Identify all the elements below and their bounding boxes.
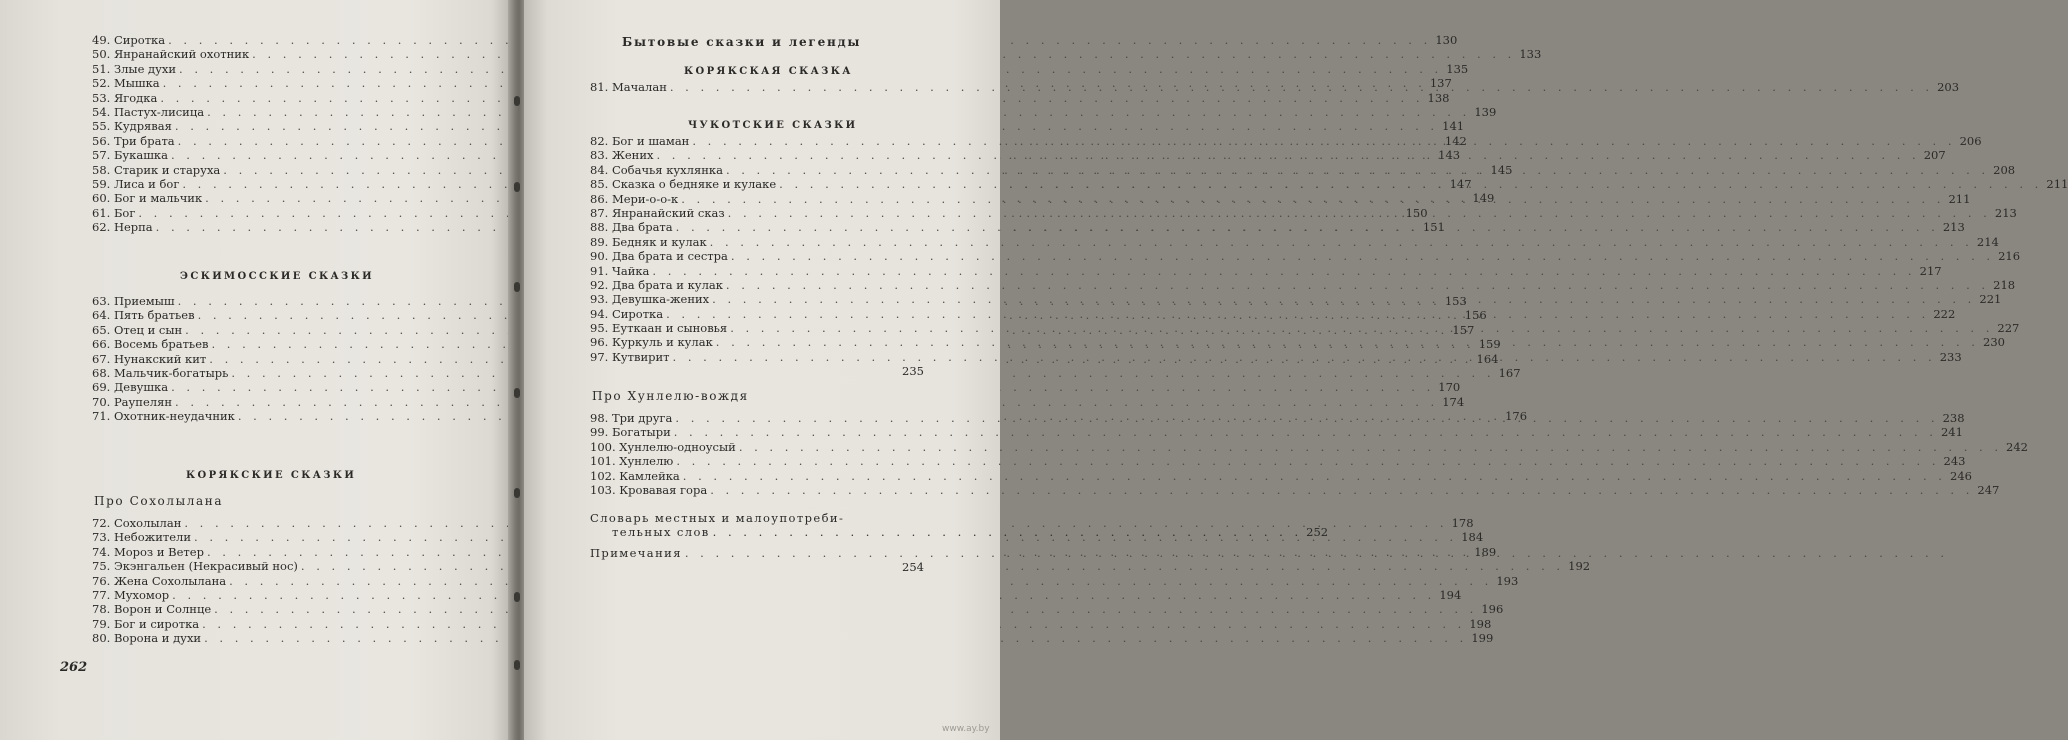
toc-dot-leader [681,192,1944,206]
toc-page-number: 178 [1451,516,1474,530]
toc-page-number: 153 [1444,294,1467,308]
toc-entry-glossary [590,511,1329,540]
toc-dot-leader [716,335,1979,352]
toc-entry [590,263,1942,278]
toc-page-number: 193 [1496,573,1519,588]
toc-entry [92,602,1504,617]
toc-entry-label: 102. Камлейка [590,468,680,483]
toc-entry [590,249,2021,264]
toc-page-number: 167 [1498,365,1521,380]
toc-page-number: 149 [1472,191,1495,206]
toc-page-number: 156 [1464,308,1487,323]
toc-entry-label: 99. Богатыри [590,425,671,440]
toc-entry-label: 88. Два брата [590,220,673,235]
toc-page-number: 135 [1446,61,1469,76]
toc-page-number: 246 [1950,468,1972,483]
toc-dot-leader [726,278,1989,292]
toc-entry-label: 60. Бог и мальчик [92,191,203,206]
toc-page-number: 206 [1959,134,1982,148]
toc-dot-leader [675,411,1938,425]
toc-entry-label: 95. Еуткаан и сыновья [590,321,728,336]
toc-dot-leader: . . . . . . . . . . . . . . . . . . . . . . . . . . . . . . . . . . . . . . . [712,525,1303,540]
toc-entry-label: 65. Отец и сын [92,322,183,337]
toc-entry-label: 92. Два брата и кулак [590,277,723,292]
toc-entry-label: 90. Два брата и сестра [590,249,728,264]
toc-page-number: 170 [1438,380,1461,395]
toc-entry [92,104,1497,119]
toc-entry-label: 94. Сиротка [590,306,664,321]
toc-page-number: 192 [1568,559,1591,574]
toc-entry-label: 58. Старик и старуха [92,162,221,177]
toc-page-number: 222 [1933,306,1956,321]
toc-page-number: 235 [902,364,924,378]
toc-entry [590,234,1999,249]
toc-entry-label: 98. Три друга [590,411,673,425]
toc-page-number: 176 [1505,409,1528,424]
toc-page-number: 196 [1481,602,1504,617]
toc-entry [590,482,2000,497]
toc-page-number: 199 [1471,631,1494,646]
section-heading-eskimo: ЭСКИМОССКИЕ СКАЗКИ [180,271,374,282]
toc-page-number: 207 [1923,148,1946,163]
toc-entry [92,587,1462,602]
toc-dot-leader [739,440,2002,454]
toc-page-number: 203 [1937,80,1960,94]
toc-page-number: 214 [1976,234,1999,249]
toc-dot-leader [728,206,1991,220]
toc-page-number: 133 [1519,47,1542,62]
toc-page-number: 159 [1478,337,1501,352]
toc-entry-label: 100. Хунлелю-одноусый [590,439,736,454]
toc-entry-label: 49. Сиротка [92,33,166,47]
toc-page-number: 233 [1939,349,1962,364]
toc-entry-label: 101. Хунлелю [590,454,674,469]
toc-page-number: 247 [1977,482,2000,497]
toc-entry-label: 68. Мальчик-богатырь [92,365,229,380]
toc-entry-label: 67. Нунакский кит [92,351,207,366]
toc-dot-leader [692,134,1955,148]
toc-entry-label: 76. Жена Сохолылана [92,573,227,588]
toc-dot-leader [657,148,1920,162]
toc-page-number: 213 [1942,220,1965,235]
toc-page-number: 230 [1983,335,2005,350]
toc-page-number: 142 [1444,133,1467,148]
toc-entry-label: 83. Жених [590,148,654,163]
toc-entry-label: 91. Чайка [590,263,650,278]
toc-page-number: 213 [1994,205,2017,220]
toc-entry-label: 81. Мачалан [590,80,667,94]
toc-entry-label: 53. Ягодка [92,90,158,105]
toc-page-number: 242 [2006,439,2028,454]
toc-dot-leader [710,235,1973,249]
toc-page-number: 217 [1919,263,1942,278]
toc-dot-leader [730,321,1993,335]
toc-entry [590,454,1966,469]
toc-entry-label: 56. Три брата [92,133,175,148]
toc-dot-leader [685,546,1948,560]
toc-entry [92,573,1519,588]
toc-page-number: 208 [1993,162,2016,177]
toc-entry-label: 57. Букашка [92,148,168,163]
toc-entry-label: 80. Ворона и духи [92,631,202,646]
toc-entry-label: 87. Янранайский сказ [590,205,725,220]
toc-dot-leader [779,177,2042,191]
toc-page-number: 198 [1469,616,1492,631]
toc-page-number: 137 [1429,76,1452,91]
toc-page-number: 189 [1474,544,1497,559]
toc-entry [92,90,1450,105]
toc-page-number: 184 [1461,530,1484,545]
toc-entry-label: 77. Мухомор [92,587,170,602]
toc-page-number: 241 [1940,425,1963,440]
toc-entry-label: 78. Ворон и Солнце [92,602,212,617]
toc-entry-label: 79. Бог и сиротка [92,616,200,631]
toc-entry-label: 51. Злые духи [92,61,177,76]
toc-page-number: 194 [1439,587,1462,602]
toc-dot-leader [726,163,1989,177]
page-number: 262 [60,660,88,675]
toc-page-number: 252 [1306,525,1329,540]
toc-dot-leader [676,220,1939,234]
toc-entry-label: Словарь местных и малоупотреби- [590,511,845,525]
toc-entry-label: 97. Кутвирит [590,349,670,364]
toc-entry-label: 85. Сказка о бедняке и кулаке [590,177,777,192]
toc-entry-label: 50. Янранайский охотник [92,47,250,62]
toc-entry-label: 82. Бог и шаман [590,134,690,148]
page-title: Бытовые сказки и легенды [622,35,862,49]
toc-entry [590,425,1963,440]
toc-page-number: 139 [1474,104,1497,119]
toc-dot-leader [673,350,1936,364]
toc-page-number: 150 [1405,205,1428,220]
toc-entry-label: Примечания [590,546,682,560]
toc-entry-label: 72. Сохолылан [92,516,182,530]
section-heading-koryak: КОРЯКСКИЕ СКАЗКИ [186,470,357,481]
toc-entry-label: 84. Собачья кухлянка [590,162,723,177]
toc-entry [92,616,1492,631]
toc-entry-label: 69. Девушка [92,380,169,395]
section-heading-chukchi: ЧУКОТСКИЕ СКАЗКИ [688,120,858,131]
toc-entry-label: 63. Приемыш [92,294,175,308]
toc-page-number: 151 [1422,220,1445,235]
toc-entry-label: 96. Куркуль и кулак [590,335,713,350]
toc-entry-label: 75. Экэнгальен (Некрасивый нос) [92,559,298,574]
toc-entry-label: 62. Нерпа [92,220,153,235]
toc-page-number: 143 [1438,148,1461,163]
toc-entry-label: тельных слов [612,525,710,540]
toc-page-number: 157 [1452,322,1475,337]
subsection-heading-soxolylan: Про Сохолылана [94,494,224,508]
toc-dot-leader [674,425,1937,439]
toc-page-number: 221 [1979,292,2002,307]
toc-entry-label: 59. Лиса и бог [92,176,180,191]
toc-page-number: 147 [1449,176,1472,191]
toc-page-number: 138 [1427,90,1450,105]
toc-dot-leader [666,307,1929,321]
toc-entry-label: 64. Пять братьев [92,308,195,323]
toc-entry-label: 66. Восемь братьев [92,337,209,352]
toc-page-number: 211 [1948,191,1971,206]
toc-entry-label: 103. Кровавая гора [590,482,708,497]
toc-dot-leader [710,483,1973,497]
toc-entry-label: 61. Бог [92,205,136,220]
toc-entry-label: 54. Пастух-лисица [92,104,205,119]
toc-entry [92,380,1461,395]
toc-page-number: 164 [1476,351,1499,366]
toc-dot-leader [712,292,1975,306]
toc-page-number: 130 [1435,33,1458,47]
toc-entry-label: 74. Мороз и Ветер [92,544,204,559]
toc-entry-notes [590,546,924,575]
toc-page-number: 216 [1998,249,2021,264]
toc-page-number: 174 [1442,394,1465,409]
toc-page-number: 211 [2046,177,2068,192]
toc-entry [590,468,1972,483]
toc-page-number: 254 [902,560,924,575]
toc-dot-leader [652,264,1915,278]
toc-page-number: 243 [1943,454,1966,469]
toc-dot-leader [676,454,1939,468]
toc-entry-label: 89. Бедняк и кулак [590,234,707,249]
toc-entry [92,631,1494,646]
toc-entry-label: 55. Кудрявая [92,119,172,134]
toc-dot-leader [683,469,1946,483]
toc-dot-leader [670,80,1933,94]
toc-entry-label: 70. Раупелян [92,394,173,409]
toc-entry-label: 73. Небожители [92,530,192,545]
toc-entry [590,439,2028,454]
section-heading-koryak-tale: КОРЯКСКАЯ СКАЗКА [684,66,853,77]
toc-page-number: 141 [1442,119,1465,134]
subsection-heading-khunleliu: Про Хунлелю-вождя [592,389,749,403]
toc-dot-leader [731,249,1994,263]
watermark-text: www.ay.by [942,724,990,734]
toc-entry [92,47,1542,62]
toc-entry-label: 86. Мери-о-о-к [590,191,679,206]
toc-page-number: 145 [1490,162,1513,177]
toc-entry [590,277,2016,292]
toc-entry-label: 93. Девушка-жених [590,292,710,307]
toc-entry-label: 52. Мышка [92,76,160,91]
toc-page-number: 218 [1993,277,2016,292]
toc-page-number: 238 [1942,411,1965,425]
toc-entry-label: 71. Охотник-неудачник [92,409,235,424]
toc-page-number: 227 [1997,321,2020,336]
